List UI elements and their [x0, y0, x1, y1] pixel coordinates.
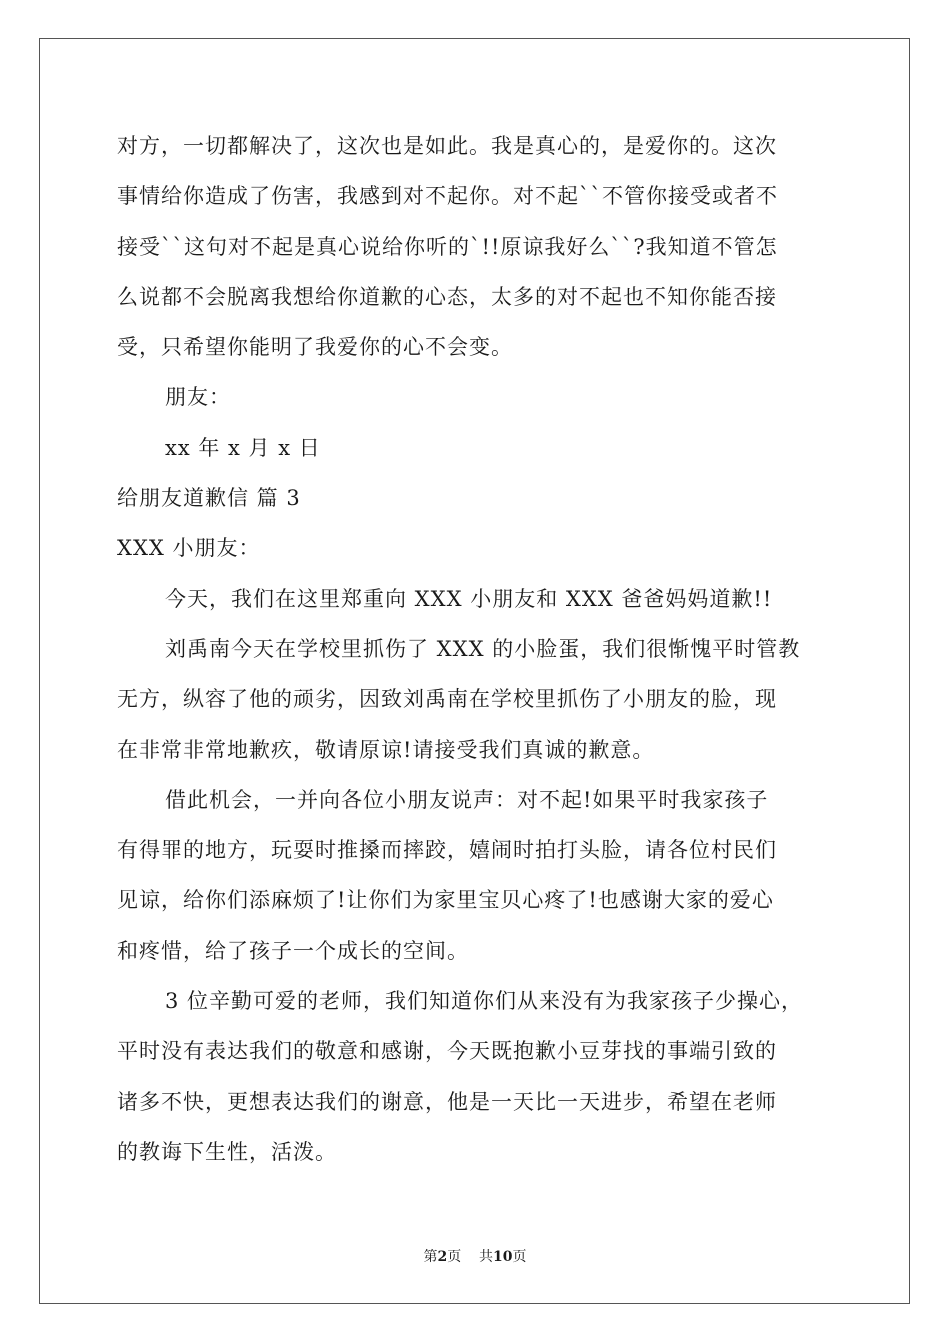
signature-date: xx 年 x 月 x 日	[165, 435, 321, 460]
text-line: 平时没有表达我们的敬意和感谢，今天既抱歉小豆芽找的事端引致的	[117, 1039, 777, 1064]
text-line: 对方，一切都解决了，这次也是如此。我是真心的，是爱你的。这次	[117, 134, 777, 158]
text-line: 刘禹南今天在学校里抓伤了 XXX 的小脸蛋，我们很惭愧平时管教	[165, 636, 801, 661]
page-mid: 页 共	[447, 1249, 494, 1265]
text-line: 借此机会，一并向各位小朋友说声：对不起!如果平时我家孩子	[165, 787, 769, 812]
page-current: 2	[437, 1249, 448, 1265]
text-line: 事情给你造成了伤害，我感到对不起你。对不起``不管你接受或者不	[117, 184, 778, 209]
text-line: 接受``这句对不起是真心说给你听的`!!原谅我好么``?我知道不管怎	[117, 234, 778, 259]
section-heading: 给朋友道歉信 篇 3	[117, 486, 301, 511]
page-total: 10	[493, 1249, 513, 1265]
text-line: 无方，纵容了他的顽劣，因致刘禹南在学校里抓伤了小朋友的脸，现	[117, 687, 777, 712]
text-line: 么说都不会脱离我想给你道歉的心态，太多的对不起也不知你能否接	[117, 284, 777, 309]
text-line: 3 位辛勤可爱的老师，我们知道你们从来没有为我家孩子少操心，	[165, 989, 804, 1014]
text-line: 诸多不快，更想表达我们的谢意，他是一天比一天进步，希望在老师	[117, 1089, 777, 1114]
text-line: 在非常非常地歉疚，敬请原谅!请接受我们真诚的歉意。	[117, 737, 655, 762]
page-footer	[0, 1246, 950, 1266]
text-line: 有得罪的地方，玩耍时推搡而摔跤，嬉闹时拍打头脸，请各位村民们	[117, 838, 777, 863]
text-line: 今天，我们在这里郑重向 XXX 小朋友和 XXX 爸爸妈妈道歉!!	[165, 586, 773, 611]
text-line: 和疼惜，给了孩子一个成长的空间。	[117, 938, 469, 963]
letter-body	[117, 128, 837, 1184]
text-line: 受，只希望你能明了我爱你的心不会变。	[117, 335, 513, 360]
signature-name: 朋友：	[165, 385, 231, 410]
text-line: 见谅，给你们添麻烦了!让你们为家里宝贝心疼了!也感谢大家的爱心	[117, 888, 774, 913]
page-prefix: 第	[423, 1249, 438, 1265]
page-suffix: 页	[512, 1249, 527, 1265]
text-line: 的教诲下生性，活泼。	[117, 1139, 337, 1164]
salutation: XXX 小朋友：	[117, 536, 261, 561]
